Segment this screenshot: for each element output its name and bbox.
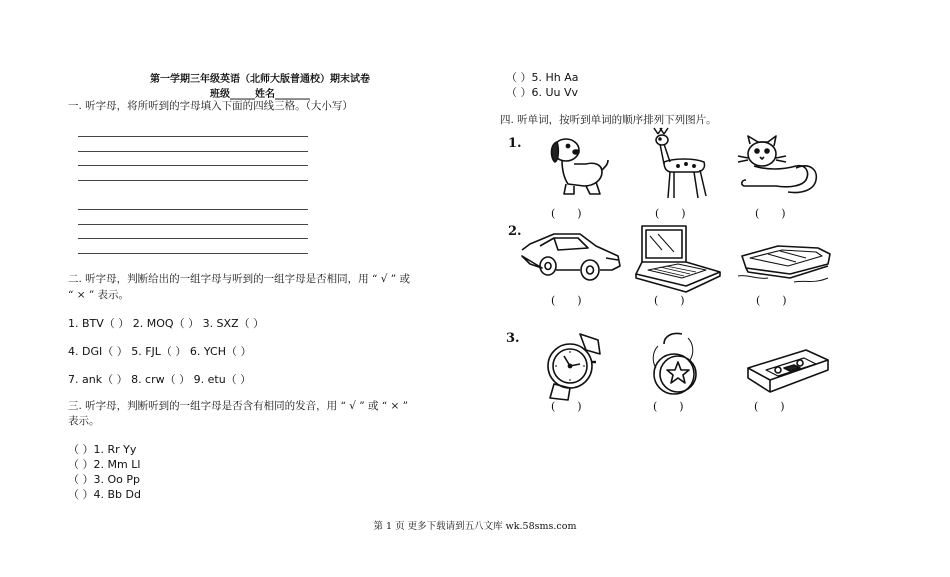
section3-instruction-line1: 三. 听字母，判断听到的一组字母是否含有相同的发音，用 “ √ ” 或 “ × ” [68,400,408,412]
answer-paren-3-2[interactable]: ( ) [653,400,684,413]
row-number-3: 3. [506,331,520,346]
answer-paren-3-1[interactable]: ( ) [551,400,582,413]
section3-item-1: （ ）1. Rr Yy [68,443,137,456]
deer-picture [650,126,710,202]
section3-item-4: （ ）4. Bb Dd [68,488,141,501]
answer-paren-1-2[interactable]: ( ) [655,207,686,220]
answer-paren-2-3[interactable]: ( ) [756,294,787,307]
section2-row-3: 7. ank（ ） 8. crw（ ） 9. etu（ ） [68,373,252,386]
section4-instruction: 四. 听单词，按听到单词的顺序排列下列图片。 [500,114,717,126]
section3-item-2: （ ）2. Mm Ll [68,458,141,471]
dog-picture [546,134,610,200]
class-name-line: 班级_____姓名_______ [210,89,310,100]
answer-paren-2-1[interactable]: ( ) [551,294,582,307]
section2-instruction-line1: 二. 听字母，判断给出的一组字母与听到的一组字母是否相同，用 “ √ ” 或 [68,273,410,285]
boat-picture [738,240,832,286]
section3-instruction-line2: 表示。 [68,415,100,427]
page-footer: 第 1 页 更多下载请到五八文库 wk.58sms.com [373,521,577,532]
laptop-picture [632,222,724,294]
row-number-2: 2. [508,224,522,239]
cassette-picture [744,344,832,396]
section2-row-2: 4. DGI（ ） 5. FJL（ ） 6. YCH（ ） [68,345,252,358]
section1-instruction: 一. 听字母，将所听到的字母填入下面的四线三格。（大小写） [68,100,353,112]
cat-picture [736,134,820,198]
section3-item-5: （ ）5. Hh Aa [506,71,579,84]
car-picture [520,226,624,286]
answer-paren-1-1[interactable]: ( ) [551,207,582,220]
row-number-1: 1. [508,136,522,151]
watch-picture [540,332,606,402]
yoyo-picture [642,332,706,402]
exam-title: 第一学期三年级英语（北师大版普通校）期末试卷 [150,74,370,85]
section2-instruction-line2: “ × ” 表示。 [68,289,130,301]
section3-item-3: （ ）3. Oo Pp [68,473,140,486]
answer-paren-2-2[interactable]: ( ) [654,294,685,307]
answer-paren-3-3[interactable]: ( ) [754,400,785,413]
answer-paren-1-3[interactable]: ( ) [755,207,786,220]
section2-row-1: 1. BTV（ ） 2. MOQ（ ） 3. SXZ（ ） [68,317,265,330]
section3-item-6: （ ）6. Uu Vv [506,86,579,99]
